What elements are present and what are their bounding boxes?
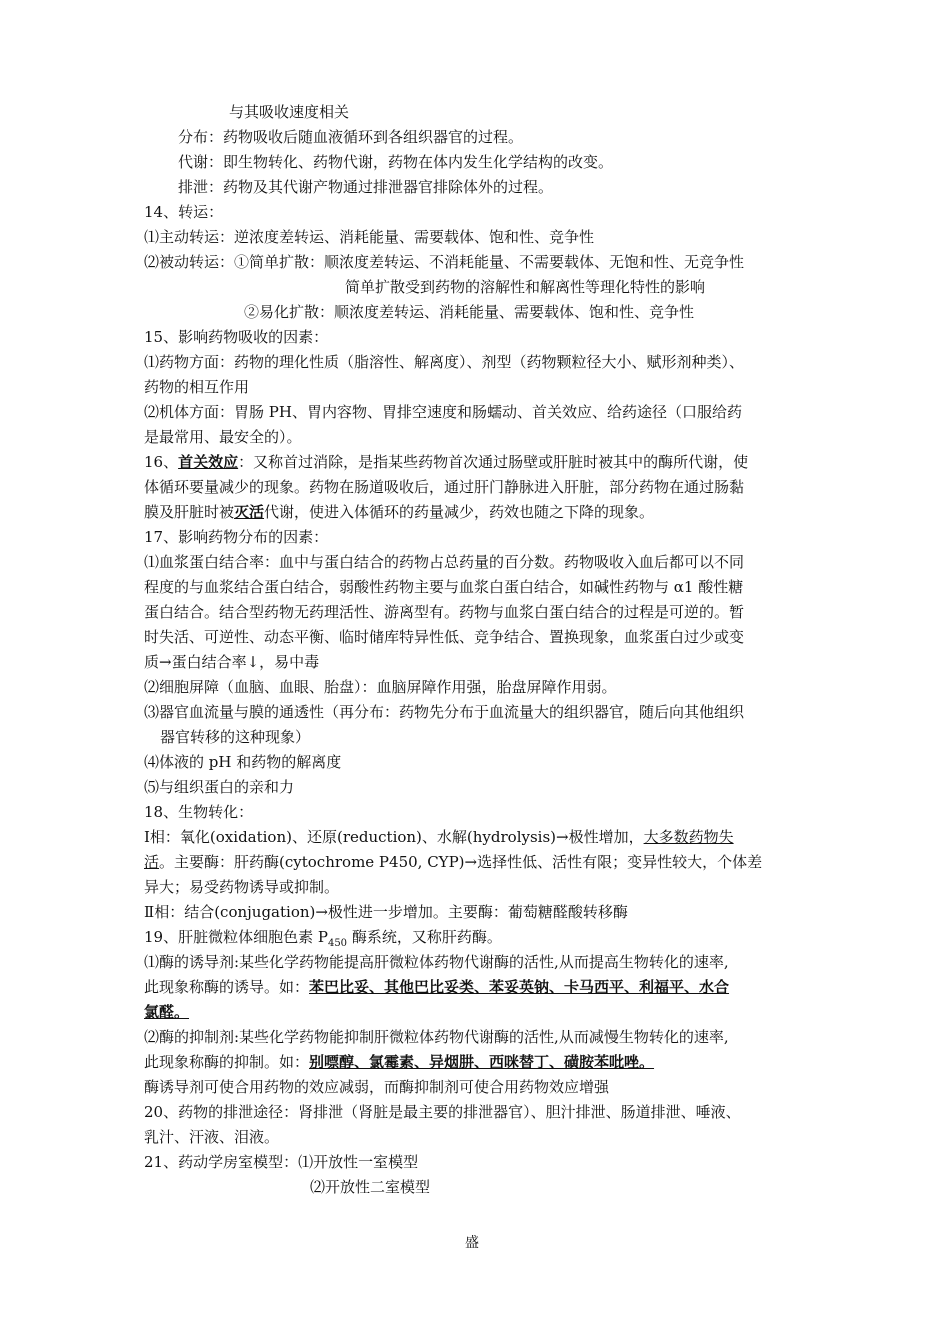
text-span: ：又称首过消除，是指某些药物首次通过肠壁或肝脏时被其中的酶所代谢，使 [238, 453, 749, 471]
text-line: 体循环要量减少的现象。药物在肠道吸收后，通过肝门静脉进入肝脏，部分药物在通过肠黏 [144, 478, 745, 496]
text-span: 此现象称酶的诱导。如： [144, 978, 310, 996]
text-line: 代谢：即生物转化、药物代谢，药物在体内发生化学结构的改变。 [178, 153, 614, 171]
text-line: ②易化扩散：顺浓度差转运、消耗能量、需要载体、饱和性、竞争性 [244, 303, 695, 321]
text-line [144, 451, 748, 475]
text-span: 酶系统，又称肝药酶。 [347, 928, 502, 946]
text-line: ⑵被动转运：①简单扩散：顺浓度差转运、不消耗能量、不需要载体、无饱和性、无竞争性 [144, 253, 745, 271]
section-heading: 21、药动学房室模型：⑴开放性一室模型 [144, 1153, 419, 1171]
text-line: ⑵酶的抑制剂:某些化学药物能抑制肝微粒体药物代谢酶的活性,从而减慢生物转化的速率, [144, 1028, 729, 1046]
term-highlight: 首关效应 [178, 453, 239, 471]
text-line: ⑵机体方面：胃肠 PH、胃内容物、胃排空速度和肠蠕动、首关效应、给药途径（口服给药 [144, 403, 742, 421]
text-line: Ⅱ相：结合(conjugation)→极性进一步增加。主要酶：葡萄糖醛酸转移酶 [144, 903, 628, 921]
section-heading: 17、影响药物分布的因素： [144, 528, 329, 546]
subscript: 450 [327, 938, 348, 949]
text-line [144, 976, 729, 1000]
text-line: ⑴药物方面：药物的理化性质（脂溶性、解离度）、剂型（药物颗粒径大小、赋形剂种类）、 [144, 353, 745, 371]
text-line [144, 501, 654, 525]
text-line: ⑴主动转运：逆浓度差转运、消耗能量、需要载体、饱和性、竞争性 [144, 228, 595, 246]
text-line: ⑶器官血流量与膜的通透性（再分布：药物先分布于血流量大的组织器官，随后向其他组织 [144, 703, 745, 721]
text-line: 异大；易受药物诱导或抑制。 [144, 878, 340, 896]
text-span: 膜及肝脏时被 [144, 503, 235, 521]
text-line [144, 851, 762, 875]
drug-list-inducers: 苯巴比妥、其他巴比妥类、苯妥英钠、卡马西平、利福平、水合 [309, 978, 730, 996]
text-line: ⑴血浆蛋白结合率：血中与蛋白结合的药物占总药量的百分数。药物吸收入血后都可以不同 [144, 553, 745, 571]
text-line: 排泄：药物及其代谢产物通过排泄器官排除体外的过程。 [178, 178, 554, 196]
term-highlight: 灭活 [234, 503, 265, 521]
text-line: 分布：药物吸收后随血液循环到各组织器官的过程。 [178, 128, 524, 146]
term-highlight: 活 [144, 853, 160, 871]
text-line: 时失活、可逆性、动态平衡、临时储库特异性低、竞争结合、置换现象，血浆蛋白过少或变 [144, 628, 745, 646]
drug-list-inducers-cont: 氯醛。 [144, 1003, 190, 1021]
section-heading: 20、药物的排泄途径：肾排泄（肾脏是最主要的排泄器官）、胆汁排泄、肠道排泄、唾液、 [144, 1103, 741, 1121]
text-line: 蛋白结合。结合型药物无药理活性、游离型有。药物与血浆白蛋白结合的过程是可逆的。暂 [144, 603, 745, 621]
text-line: ⑵开放性二室模型 [310, 1178, 431, 1196]
section-heading: 15、影响药物吸收的因素： [144, 328, 329, 346]
text-span: 代谢，使进入体循环的药量减少，药效也随之下降的现象。 [264, 503, 655, 521]
text-line: ⑴酶的诱导剂:某些化学药物能提高肝微粒体药物代谢酶的活性,从而提高生物转化的速率, [144, 953, 729, 971]
text-line: ⑸与组织蛋白的亲和力 [144, 778, 295, 796]
text-line: 质→蛋白结合率↓，易中毒 [144, 653, 320, 671]
section-heading [144, 926, 502, 950]
section-heading: 14、转运： [144, 203, 224, 221]
text-line: ⑵细胞屏障（血脑、血眼、胎盘）：血脑屏障作用强，胎盘屏障作用弱。 [144, 678, 617, 696]
drug-list-inhibitors: 别嘌醇、氯霉素、异烟肼、西咪替丁、磺胺苯吡唑。 [309, 1053, 655, 1071]
text-line: 药物的相互作用 [144, 378, 250, 396]
text-span: 19、肝脏微粒体细胞色素 P [144, 928, 328, 946]
text-line [144, 826, 734, 850]
text-line: 乳汁、汗液、泪液。 [144, 1128, 280, 1146]
page-footer: 盛 [465, 1235, 479, 1251]
term-highlight: 大多数药物失 [643, 828, 734, 846]
text-line: 简单扩散受到药物的溶解性和解离性等理化特性的影响 [345, 278, 706, 296]
section-heading: 18、生物转化： [144, 803, 254, 821]
text-span: 此现象称酶的抑制。如： [144, 1053, 310, 1071]
text-line: 是最常用、最安全的）。 [144, 428, 302, 446]
section-number: 16、 [144, 453, 179, 471]
text-line: 酶诱导剂可使合用药物的效应减弱，而酶抑制剂可使合用药物效应增强 [144, 1078, 610, 1096]
text-line [144, 1051, 654, 1075]
text-line: 器官转移的这种现象） [160, 728, 311, 746]
text-line: ⑷体液的 pH 和药物的解离度 [144, 753, 342, 771]
text-span: Ⅰ相：氧化(oxidation)、还原(reduction)、水解(hydrolysis)→极性增加， [144, 828, 644, 846]
text-line: 程度的与血浆结合蛋白结合，弱酸性药物主要与血浆白蛋白结合，如碱性药物与 α1 酸性糖 [144, 578, 744, 596]
text-line: 与其吸收速度相关 [229, 103, 350, 121]
text-span: 。主要酶：肝药酶(cytochrome P450, CYP)→选择性低、活性有限；变异性较大，个体差 [159, 853, 763, 871]
